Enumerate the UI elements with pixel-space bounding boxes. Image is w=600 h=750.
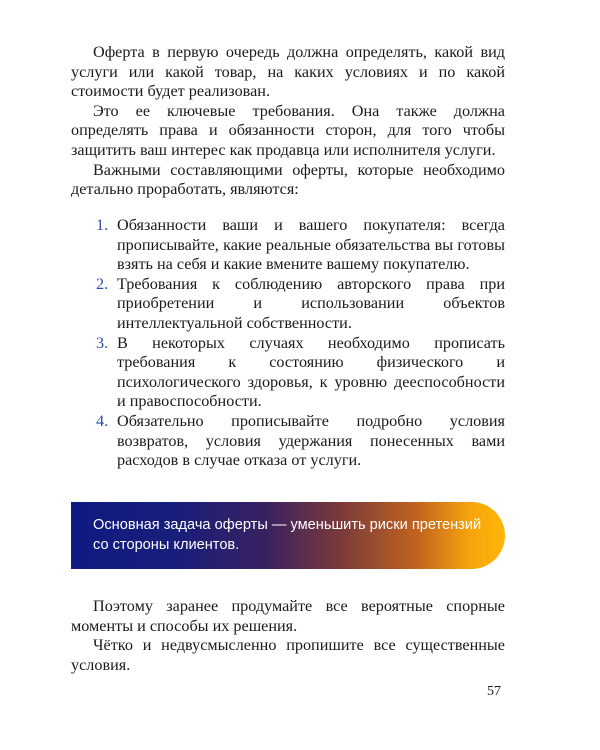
list-item bbox=[71, 412, 505, 471]
list-number: 2. bbox=[96, 274, 109, 293]
list-item bbox=[71, 275, 505, 334]
list-item-text: Обязанности ваши и вашего покупателя: всегда прописывайте, какие реальные обязательства вы готовы взять на себя и какие вмените вашему покупателю. bbox=[117, 216, 505, 274]
page-number: 57 bbox=[487, 684, 501, 699]
paragraph: Поэтому заранее продумайте все вероятные спорные моменты и способы их решения. bbox=[71, 597, 505, 635]
paragraph: Важными составляющими оферты, которые необходимо детально проработать, являются: bbox=[71, 160, 505, 199]
list-item-text: В некоторых случаях необходимо прописать требования к состоянию физического и психологического здоровья, к уровню дееспособности и правоспособности. bbox=[117, 333, 505, 411]
list-item-text: Обязательно прописывайте подробно условия возвратов, условия удержания понесенных вами расходов в случае отказа от услуги. bbox=[117, 411, 505, 470]
list-number: 1. bbox=[96, 216, 109, 234]
paragraph: Оферта в первую очередь должна определять, какой вид услуги или какой товар, на каких условиях и по какой стоимости будет реализован. bbox=[71, 43, 505, 101]
paragraph: Чётко и недвусмысленно пропишите все существенные условия. bbox=[71, 636, 505, 674]
highlight-banner bbox=[71, 502, 505, 569]
list-number: 4. bbox=[96, 411, 109, 430]
paragraph: Это ее ключевые требования. Она также должна определять права и обязанности сторон, для того чтобы защитить ваш интерес как продавца или исполнителя услуги. bbox=[71, 101, 505, 159]
banner-text: Основная задача оферты — уменьшить риски претензий со стороны клиентов. bbox=[93, 517, 482, 553]
outro-text bbox=[71, 597, 505, 675]
components-list bbox=[71, 216, 505, 471]
intro-text bbox=[71, 43, 505, 200]
list-item bbox=[71, 334, 505, 412]
list-number: 3. bbox=[96, 333, 109, 352]
list-item-text: Требования к соблюдению авторского права при приобретении и использовании объектов интеллектуальной собственности. bbox=[117, 274, 505, 332]
list-item bbox=[71, 216, 505, 275]
